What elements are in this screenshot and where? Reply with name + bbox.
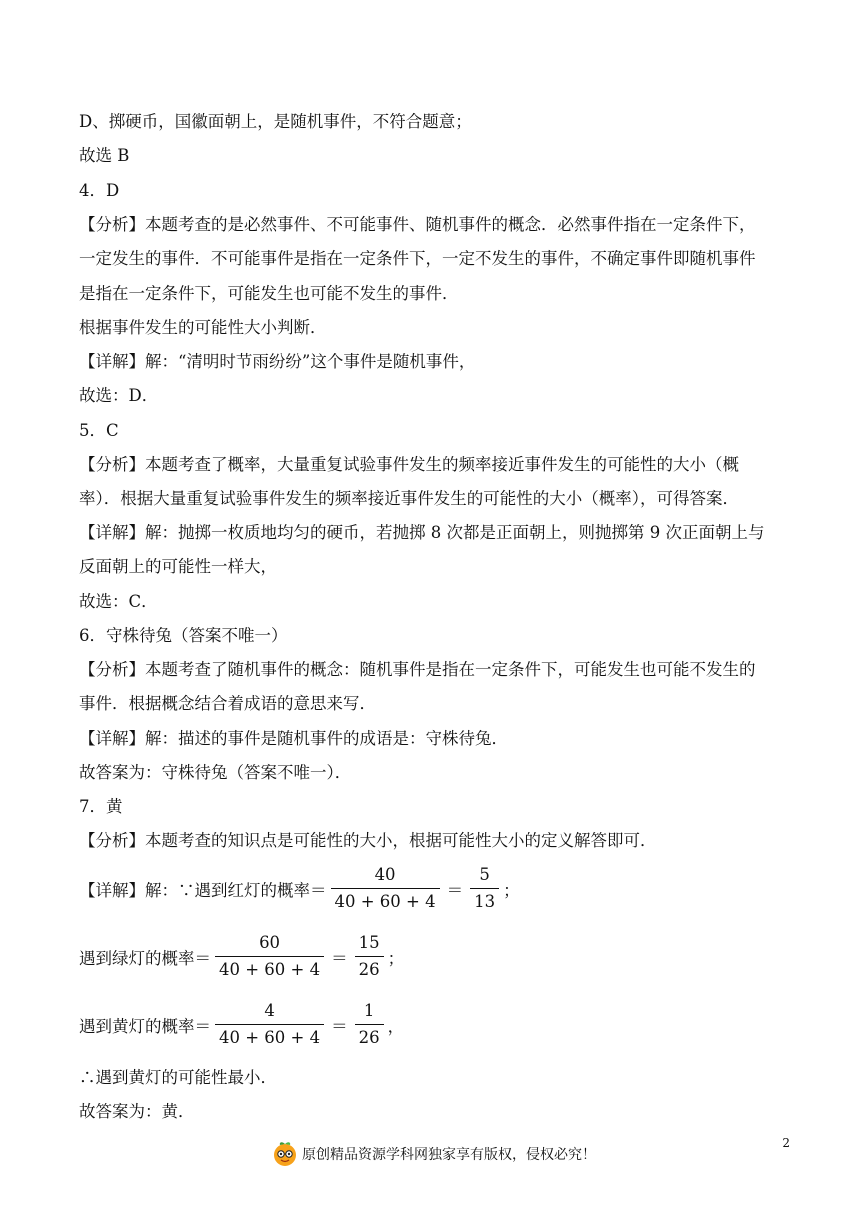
formula-red-light [79, 865, 520, 912]
text-line: 故选：C． [79, 592, 158, 611]
text-line: 【分析】本题考查了随机事件的概念：随机事件是指在一定条件下，可能发生也可能不发生的 [79, 660, 756, 679]
formula-prefix: 【详解】解：∵遇到红灯的概率＝ [79, 880, 327, 900]
formula-suffix: ； [503, 880, 520, 900]
numerator: 15 [358, 933, 380, 952]
page-number: 2 [782, 1136, 790, 1150]
copyright-notice: 原创精品资源学科网独家享有版权，侵权必究！ [302, 1147, 596, 1163]
text-line: 一定发生的事件．不可能事件是指在一定条件下，一定不发生的事件，不确定事件即随机事件 [79, 249, 756, 268]
equals-sign: ＝ [331, 1016, 348, 1036]
question-number: 6．守株待兔（答案不唯一） [79, 626, 288, 645]
text-line: 【分析】本题考查的知识点是可能性的大小，根据可能性大小的定义解答即可． [79, 831, 657, 850]
formula-suffix: ， [387, 1016, 405, 1036]
numerator: 4 [264, 1001, 275, 1020]
equals-sign: ＝ [446, 880, 464, 900]
numerator: 1 [363, 1001, 375, 1020]
formula-prefix: 遇到绿灯的概率＝ [79, 948, 211, 968]
denominator: 40 + 60 + 4 [331, 888, 440, 912]
text-line: 【详解】解：描述的事件是随机事件的成语是：守株待兔． [79, 729, 508, 748]
text-line: 故选 B [79, 146, 130, 165]
text-line: 【分析】本题考查了概率，大量重复试验事件发生的频率接近事件发生的可能性的大小（概 [79, 455, 739, 474]
text-line: 【详解】解：抛掷一枚质地均匀的硬币，若抛掷 8 次都是正面朝上，则抛掷第 9 次正面朝上与 [79, 523, 765, 542]
page-footer [0, 1139, 868, 1169]
formula-green-light [79, 933, 404, 980]
fraction [331, 865, 440, 912]
fraction [215, 1001, 324, 1048]
formula-yellow-light [79, 1001, 404, 1048]
orange-mascot-icon [272, 1141, 298, 1167]
text-line: 故答案为：黄． [79, 1102, 195, 1121]
formula-prefix: 遇到黄灯的概率＝ [79, 1016, 211, 1036]
denominator: 26 [355, 956, 384, 980]
numerator: 40 [374, 865, 396, 884]
text-line: 是指在一定条件下，可能发生也可能不发生的事件． [79, 284, 459, 303]
fraction [355, 933, 384, 980]
fraction [470, 865, 499, 912]
numerator: 60 [259, 933, 281, 952]
text-line: 事件．根据概念结合着成语的意思来写． [79, 694, 376, 713]
text-line: 【分析】本题考查的是必然事件、不可能事件、随机事件的概念．必然事件指在一定条件下， [79, 215, 756, 234]
denominator: 40 + 60 + 4 [215, 1024, 324, 1048]
text-line: 反面朝上的可能性一样大， [79, 557, 277, 576]
text-line: 【详解】解：“清明时节雨纷纷”这个事件是随机事件， [79, 352, 476, 371]
text-line: 根据事件发生的可能性大小判断． [79, 318, 327, 337]
formula-suffix: ； [387, 948, 405, 968]
text-line: 率）．根据大量重复试验事件发生的频率接近事件发生的可能性的大小（概率），可得答案． [79, 489, 739, 508]
text-line: 故答案为：守株待兔（答案不唯一）． [79, 763, 352, 782]
fraction [215, 933, 324, 980]
text-line: 故选：D． [79, 386, 159, 405]
fraction [355, 1001, 384, 1048]
denominator: 13 [470, 888, 499, 912]
question-number: 5．C [79, 421, 119, 440]
question-number: 7．黄 [79, 797, 123, 816]
equals-sign: ＝ [331, 948, 348, 968]
denominator: 26 [355, 1024, 384, 1048]
question-number: 4．D [79, 181, 120, 200]
numerator: 5 [479, 865, 490, 884]
text-line: ∴遇到黄灯的可能性最小． [79, 1068, 277, 1087]
denominator: 40 + 60 + 4 [215, 956, 324, 980]
text-line: D、掷硬币，国徽面朝上，是随机事件，不符合题意； [79, 112, 472, 131]
